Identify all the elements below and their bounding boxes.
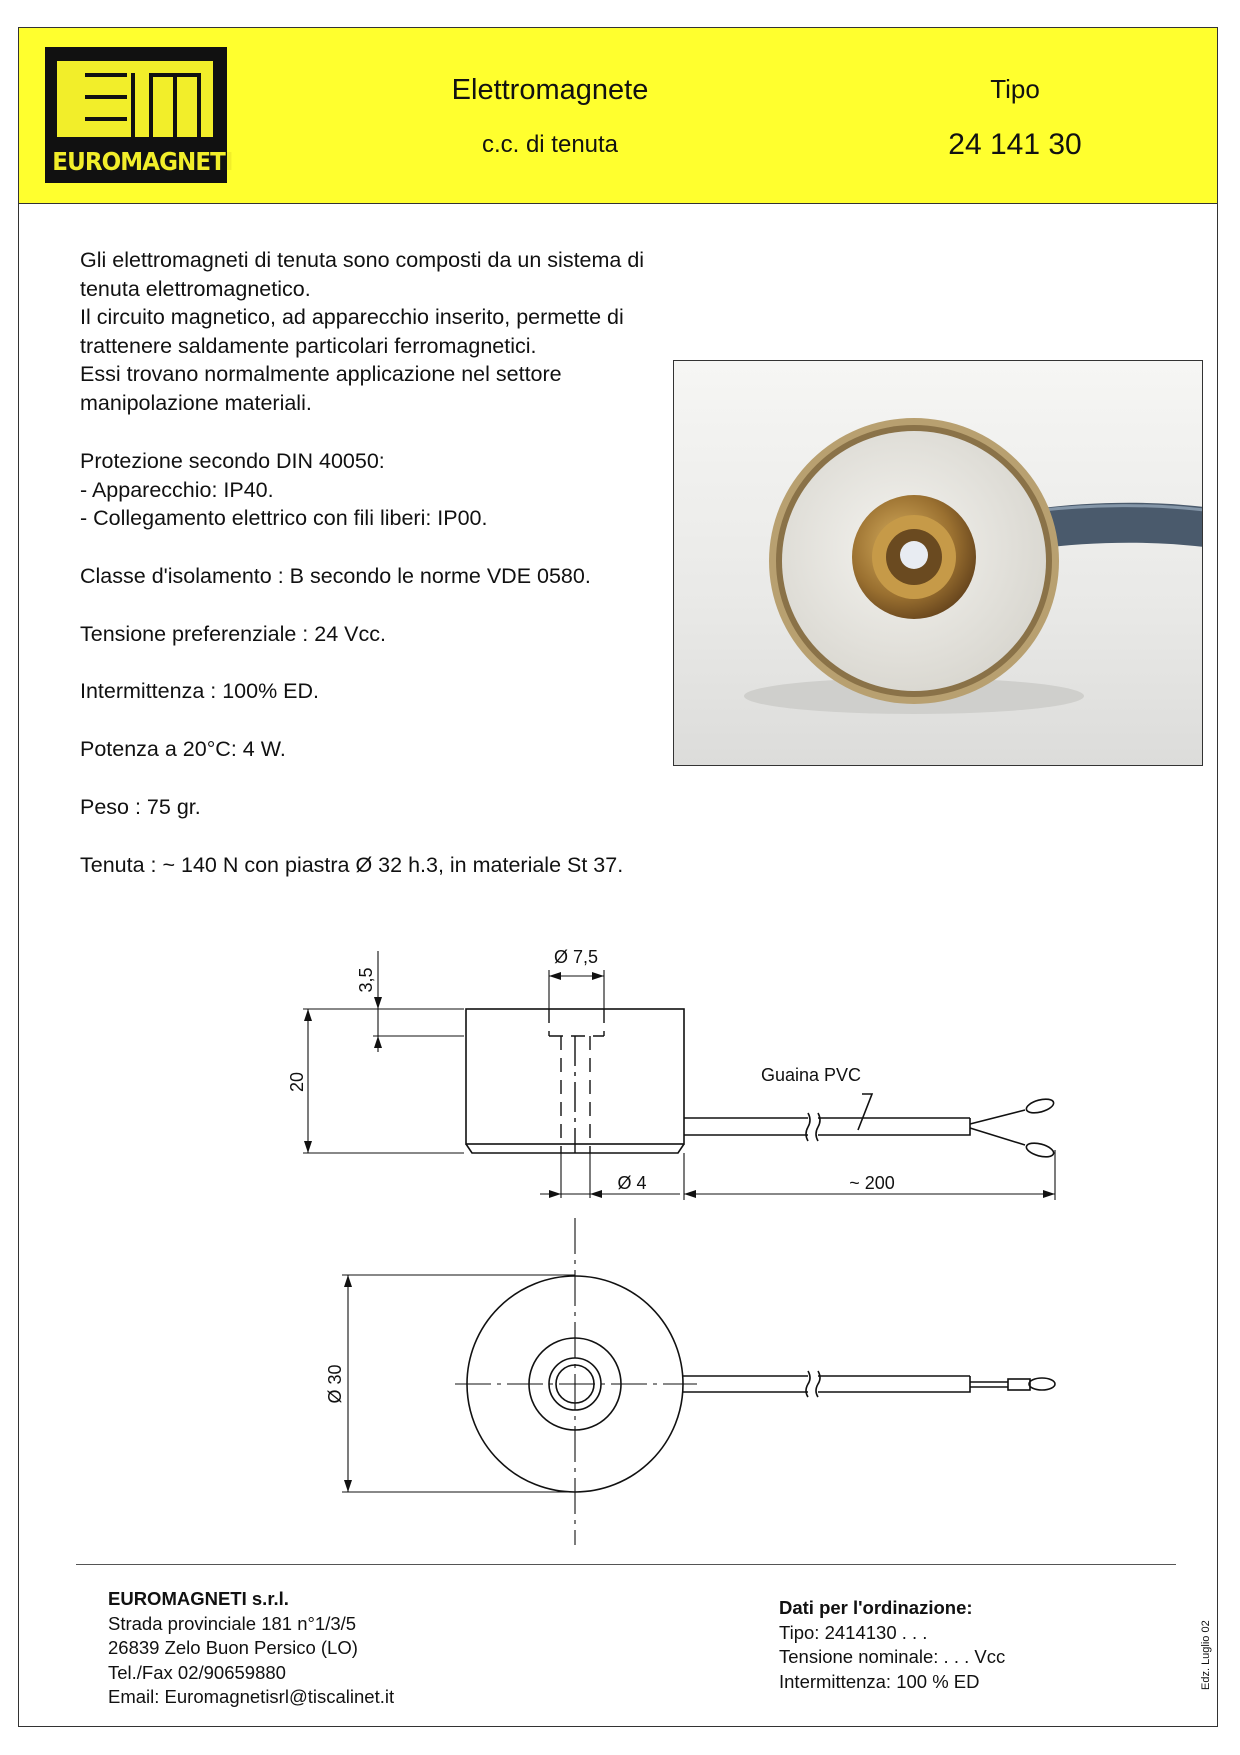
dim-cable-label: ~ 200 bbox=[849, 1173, 895, 1193]
spec-tensione: Tensione preferenziale : 24 Vcc. bbox=[80, 622, 386, 646]
product-title: Elettromagnete bbox=[451, 74, 649, 106]
center-lines bbox=[455, 1218, 697, 1545]
order-block: Dati per l'ordinazione: Tipo: 2414130 . . . Tensione nominale: . . . Vcc Intermittenza: 100 % ED bbox=[779, 1597, 1006, 1692]
front-view bbox=[467, 1276, 1055, 1492]
dim-bore-label: Ø 4 bbox=[617, 1173, 647, 1193]
company-name: EUROMAGNETI s.r.l. bbox=[108, 1588, 289, 1609]
dim-hole-label: Ø 7,5 bbox=[553, 947, 599, 967]
tipo-label: Tipo bbox=[990, 74, 1040, 104]
sheath-label: Guaina PVC bbox=[760, 1065, 862, 1085]
company-email: Email: Euromagnetisrl@tiscalinet.it bbox=[108, 1686, 395, 1707]
spec-tenuta: Tenuta : ~ 140 N con piastra Ø 32 h.3, in materiale St 37. bbox=[80, 853, 624, 877]
protection-text: Protezione secondo DIN 40050: - Apparecchio: IP40. - Collegamento elettrico con fili liberi: IP00. bbox=[80, 449, 488, 530]
edition-note: Edz. Luglio 02 bbox=[1200, 1620, 1212, 1690]
order-title: Dati per l'ordinazione: bbox=[779, 1597, 973, 1618]
tipo-code: 24 141 30 bbox=[948, 128, 1082, 161]
dim-diameter-label: Ø 30 bbox=[325, 1364, 345, 1404]
spec-intermittenza: Intermittenza : 100% ED. bbox=[80, 679, 319, 703]
description-text: Gli elettromagneti di tenuta sono composti da un sistema di tenuta elettromagnetico. Il circuito magnetico, ad apparecchio inserito, permette di trattenere saldamente particolari ferromagnetici. Essi trovano normalmente applicazione nel settore manipolazione materiali. bbox=[80, 248, 645, 415]
spec-peso: Peso : 75 gr. bbox=[80, 795, 201, 819]
product-subtitle: c.c. di tenuta bbox=[481, 131, 619, 158]
spec-potenza: Potenza a 20°C: 4 W. bbox=[80, 737, 286, 761]
company-block: EUROMAGNETI s.r.l. Strada provinciale 181 n°1/3/5 26839 Zelo Buon Persico (LO) Tel./Fax 02/90659880 Email: Euromagnetisrl@tiscalinet.it bbox=[108, 1587, 394, 1710]
footer-divider bbox=[76, 1564, 1176, 1565]
logo-wordmark: EUROMAGNETI bbox=[52, 147, 233, 176]
dim-height-label: 20 bbox=[287, 1071, 307, 1093]
dim-3-5-label: 3,5 bbox=[356, 967, 376, 993]
spec-classe: Classe d'isolamento : B secondo le norme VDE 0580. bbox=[80, 564, 591, 588]
